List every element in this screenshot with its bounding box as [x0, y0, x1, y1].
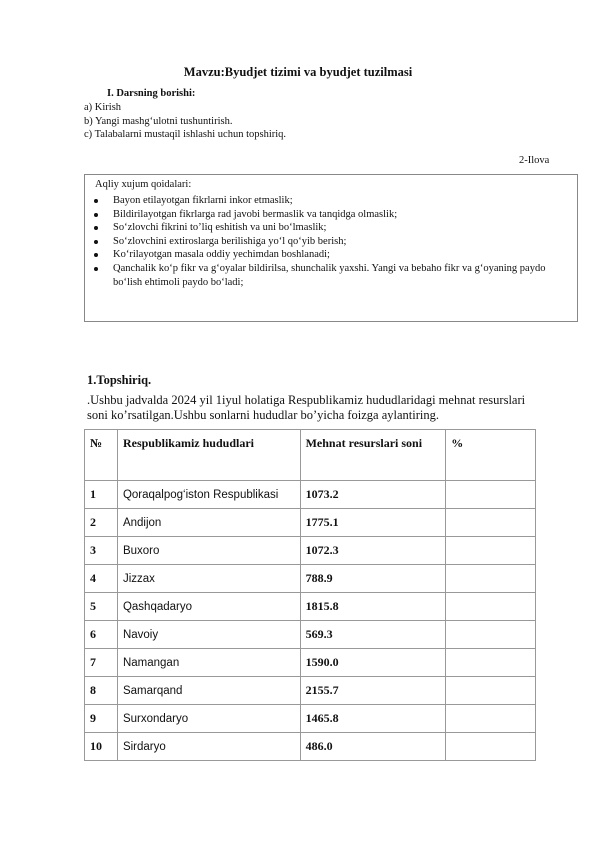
row-number: 5 [85, 593, 118, 621]
row-region: Qoraqalpog‘iston Respublikasi [117, 481, 300, 509]
row-number: 8 [85, 677, 118, 705]
rule-text: Qanchalik ko‘p fikr va g‘oyalar bildirilsa, shunchalik yaxshi. Yangi va bebaho fikr va g‘oyaning paydo bo‘lish ehtimoli paydo bo‘ladi; [113, 262, 546, 288]
row-number: 1 [85, 481, 118, 509]
table-row [85, 593, 536, 621]
row-value: 1465.8 [300, 705, 446, 733]
table-row [85, 621, 536, 649]
table-row [85, 733, 536, 761]
task-title: 1.Topshiriq. [87, 373, 152, 387]
row-number: 3 [85, 537, 118, 565]
row-region: Sirdaryo [117, 733, 300, 761]
rule-item [85, 248, 555, 262]
rule-text: Bildirilayotgan fikrlarga rad javobi bermaslik va tanqidga olmaslik; [113, 208, 398, 220]
section-heading: I. Darsning borishi: [107, 88, 196, 99]
table-row [85, 677, 536, 705]
rule-item [85, 221, 555, 235]
row-region: Qashqadaryo [117, 593, 300, 621]
row-region: Samarqand [117, 677, 300, 705]
rule-item [85, 208, 555, 222]
header-number: № [85, 430, 118, 481]
table-row [85, 509, 536, 537]
row-region: Surxondaryo [117, 705, 300, 733]
step-item: b) Yangi mashg‘ulotni tushuntirish. [84, 115, 233, 127]
row-value: 1775.1 [300, 509, 446, 537]
appendix-label: 2-Ilova [519, 155, 550, 166]
row-number: 2 [85, 509, 118, 537]
row-percent[interactable] [446, 537, 536, 565]
row-value: 569.3 [300, 621, 446, 649]
task-text: .Ushbu jadvalda 2024 yil 1iyul holatiga Respublikamiz hududlaridagi mehnat resurslari soni ko’rsatilgan.Ushbu sonlarni hududlar bo’yicha foizga aylantiring. [87, 393, 526, 422]
row-value: 486.0 [300, 733, 446, 761]
row-percent[interactable] [446, 705, 536, 733]
row-percent[interactable] [446, 733, 536, 761]
bullet-icon [94, 199, 98, 203]
bullet-icon [94, 267, 98, 271]
rule-text: So‘zlovchi fikrini to’liq eshitish va uni bo‘lmaslik; [113, 222, 327, 234]
bullet-icon [94, 226, 98, 230]
table-row [85, 537, 536, 565]
table-header-row [85, 430, 536, 481]
header-labor: Mehnat resurslari soni [300, 430, 446, 481]
row-percent[interactable] [446, 649, 536, 677]
row-region: Namangan [117, 649, 300, 677]
row-value: 1073.2 [300, 481, 446, 509]
rule-text: Bayon etilayotgan fikrlarni inkor etmaslik; [113, 195, 293, 206]
rules-title: Aqliy xujum qoidalari: [95, 179, 192, 190]
rule-item [85, 235, 555, 249]
labor-resources-table [84, 429, 536, 761]
row-percent[interactable] [446, 509, 536, 537]
table-row [85, 565, 536, 593]
rule-text: So‘zlovchini extiroslarga berilishiga yo‘l qo‘yib berish; [113, 235, 347, 247]
row-number: 7 [85, 649, 118, 677]
table-row [85, 481, 536, 509]
rules-list [85, 194, 555, 289]
table-row [85, 649, 536, 677]
row-percent[interactable] [446, 677, 536, 705]
page-title: Mavzu:Byudjet tizimi va byudjet tuzilmasi [183, 65, 413, 79]
row-percent[interactable] [446, 621, 536, 649]
rule-text: Ko‘rilayotgan masala oddiy yechimdan boshlanadi; [113, 249, 330, 261]
row-region: Buxoro [117, 537, 300, 565]
lesson-steps [84, 101, 286, 142]
row-percent[interactable] [446, 593, 536, 621]
bullet-icon [94, 253, 98, 257]
row-value: 2155.7 [300, 677, 446, 705]
bullet-icon [94, 213, 98, 217]
header-percent: % [446, 430, 536, 481]
header-region: Respublikamiz hududlari [117, 430, 300, 481]
row-number: 4 [85, 565, 118, 593]
rules-box [84, 174, 578, 322]
row-value: 1072.3 [300, 537, 446, 565]
bullet-icon [94, 240, 98, 244]
row-number: 6 [85, 621, 118, 649]
row-region: Andijon [117, 509, 300, 537]
row-percent[interactable] [446, 481, 536, 509]
row-region: Jizzax [117, 565, 300, 593]
rule-item [85, 194, 555, 208]
step-item: c) Talabalarni mustaqil ishlashi uchun topshiriq. [84, 129, 287, 140]
step-item: a) Kirish [84, 102, 122, 113]
row-number: 9 [85, 705, 118, 733]
table-row [85, 705, 536, 733]
row-percent[interactable] [446, 565, 536, 593]
row-value: 1815.8 [300, 593, 446, 621]
row-value: 1590.0 [300, 649, 446, 677]
rule-item [85, 262, 555, 289]
row-value: 788.9 [300, 565, 446, 593]
row-number: 10 [85, 733, 118, 761]
row-region: Navoiy [117, 621, 300, 649]
